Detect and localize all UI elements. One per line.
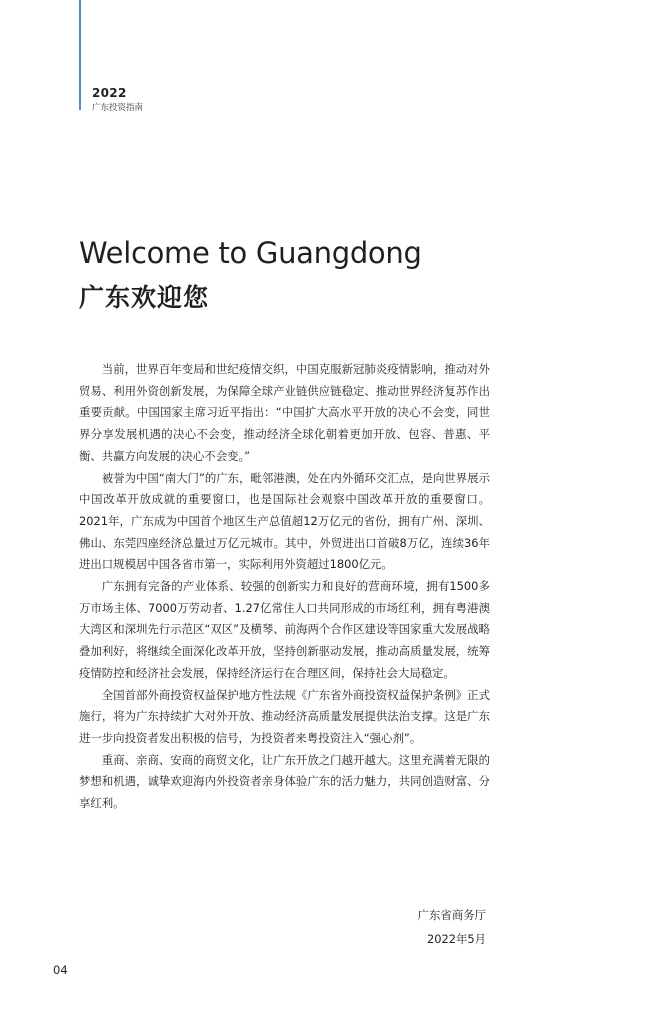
body-text [79, 359, 490, 815]
body-paragraph-1: 当前，世界百年变局和世纪疫情交织，中国克服新冠肺炎疫情影响，推动对外贸易、利用外资创新发展，为保障全球产业链供应链稳定、推动世界经济复苏作出重要贡献。中国国家主席习近平指出：“中国扩大高水平开放的决心不会变，同世界分享发展机遇的决心不会变，推动经济全球化朝着更加开放、包容、普惠、平衡、共赢方向发展的决心不会变。” [79, 362, 490, 463]
body-paragraph-2: 被誉为中国“南大门”的广东，毗邻港澳，处在内外循环交汇点，是向世界展示中国改革开放成就的重要窗口，也是国际社会观察中国改革开放的重要窗口。2021年，广东成为中国首个地区生产总值超12万亿元的省份，拥有广州、深圳、佛山、东莞四座经济总量过万亿元城市。其中，外贸进出口首破8万亿，连续36年进出口规模居中国各省市第一，实际利用外资超过1800亿元。 [79, 470, 490, 572]
body-paragraph-3: 广东拥有完备的产业体系、较强的创新实力和良好的营商环境，拥有1500多万市场主体、7000万劳动者、1.27亿常住人口共同形成的市场红利，拥有粤港澳大湾区和深圳先行示范区“双区”及横琴、前海两个合作区建设等国家重大发展战略叠加利好，将继续全面深化改革开放，坚持创新驱动发展，推动高质量发展，统筹疫情防控和经济社会发展，保持经济运行在合理区间，保持社会大局稳定。 [79, 579, 490, 680]
page-number: 04 [53, 963, 68, 977]
page-title-english: Welcome to Guangdong [79, 236, 422, 270]
header-accent-bar [79, 0, 81, 110]
header-year: 2022 [92, 86, 127, 100]
body-paragraph-4: 全国首部外商投资权益保护地方性法规《广东省外商投资权益保护条例》正式施行，将为广东持续扩大对外开放、推动经济高质量发展提供法治支撑。这是广东进一步向投资者发出积极的信号，为投资者来粤投资注入“强心剂”。 [79, 687, 490, 745]
signature-date: 2022年5月 [426, 932, 486, 946]
body-paragraph-5: 重商、亲商、安商的商贸文化，让广东开放之门越开越大。这里充满着无限的梦想和机遇，诚挚欢迎海内外投资者亲身体验广东的活力魅力，共同创造财富、分享红利。 [79, 752, 490, 811]
page-title-chinese: 广东欢迎您 [79, 283, 210, 312]
signature-organization: 广东省商务厅 [417, 908, 486, 922]
header-subtitle: 广东投资指南 [92, 103, 144, 113]
